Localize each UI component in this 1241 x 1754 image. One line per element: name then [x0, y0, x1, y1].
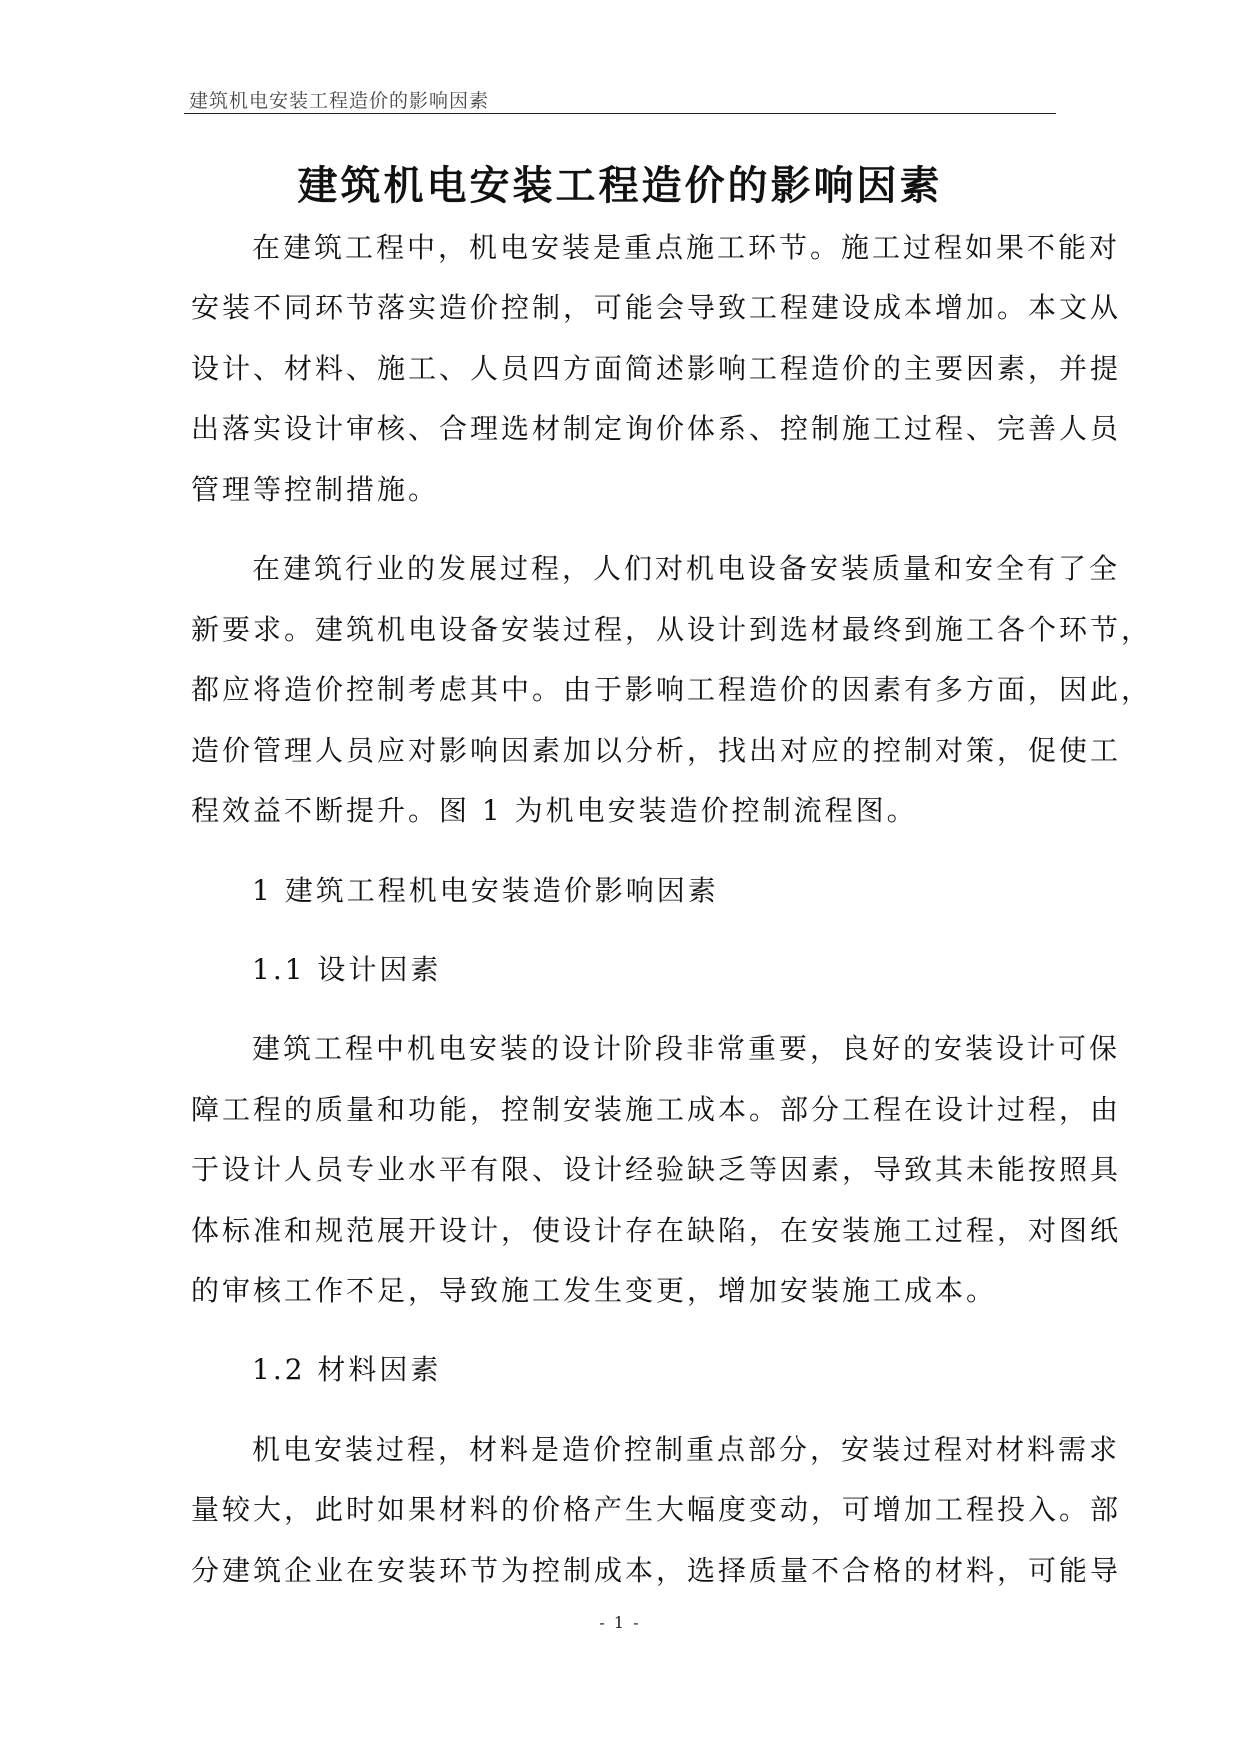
body-line: 出落实设计审核、合理选材制定询价体系、控制施工过程、完善人员 [191, 412, 1122, 445]
body-line: 在建筑工程中，机电安装是重点施工环节。施工过程如果不能对 [252, 231, 1121, 264]
body-line: 管理等控制措施。 [191, 473, 440, 506]
body-line: 建筑工程中机电安装的设计阶段非常重要，良好的安装设计可保 [252, 1032, 1121, 1065]
body-line: 分建筑企业在安装环节为控制成本，选择质量不合格的材料，可能导 [191, 1554, 1122, 1587]
body-line: 安装不同环节落实造价控制，可能会导致工程建设成本增加。本文从 [191, 291, 1122, 324]
header-divider [184, 113, 1056, 114]
page-number: - 1 - [599, 1613, 641, 1632]
body-line: 都应将造价控制考虑其中。由于影响工程造价的因素有多方面，因此， [191, 673, 1153, 706]
body-line: 障工程的质量和功能，控制安装施工成本。部分工程在设计过程，由 [191, 1093, 1122, 1126]
body-line: 设计、材料、施工、人员四方面简述影响工程造价的主要因素，并提 [191, 352, 1122, 385]
body-line: 新要求。建筑机电设备安装过程，从设计到选材最终到施工各个环节， [191, 613, 1153, 646]
body-line: 于设计人员专业水平有限、设计经验缺乏等因素，导致其未能按照具 [191, 1153, 1122, 1186]
subsection-heading: 1.1 设计因素 [252, 953, 442, 986]
body-line: 在建筑行业的发展过程，人们对机电设备安装质量和安全有了全 [252, 552, 1121, 585]
running-header: 建筑机电安装工程造价的影响因素 [189, 90, 490, 112]
body-line: 体标准和规范展开设计，使设计存在缺陷，在安装施工过程，对图纸 [191, 1214, 1122, 1247]
section-heading: 1 建筑工程机电安装造价影响因素 [252, 874, 719, 907]
body-line: 的审核工作不足，导致施工发生变更，增加安装施工成本。 [191, 1274, 998, 1307]
body-line: 机电安装过程，材料是造价控制重点部分，安装过程对材料需求 [252, 1433, 1121, 1466]
body-line: 程效益不断提升。图 1 为机电安装造价控制流程图。 [191, 794, 918, 827]
body-line: 量较大，此时如果材料的价格产生大幅度变动，可增加工程投入。部 [191, 1493, 1122, 1526]
body-line: 造价管理人员应对影响因素加以分析，找出对应的控制对策，促使工 [191, 734, 1122, 767]
subsection-heading: 1.2 材料因素 [252, 1353, 442, 1386]
document-title: 建筑机电安装工程造价的影响因素 [297, 162, 943, 209]
